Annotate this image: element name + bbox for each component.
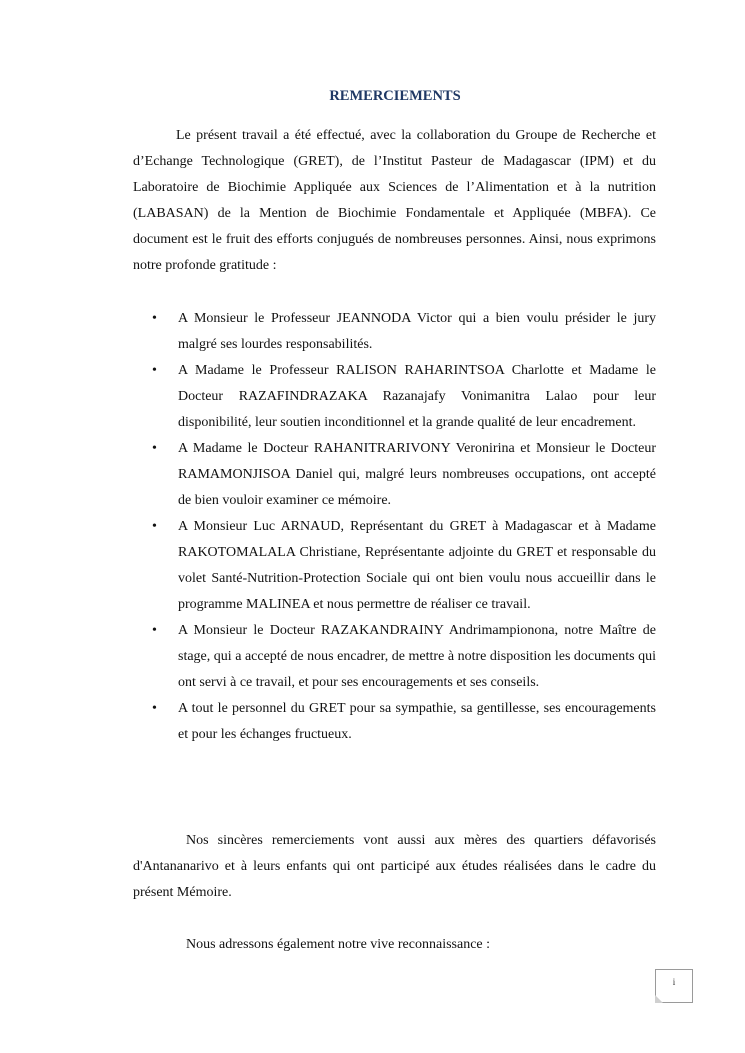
bullet-icon: • bbox=[152, 701, 157, 716]
page-number: i bbox=[655, 969, 693, 1003]
page-title: REMERCIEMENTS bbox=[329, 88, 461, 104]
final-line: Nous adressons également notre vive reconnaissance : bbox=[186, 937, 491, 952]
list-item: • A Madame le Docteur RAHANITRARIVONY Veronirina et Monsieur le Docteur RAMAMONJISOA Daniel qui, malgré leurs nombreuses occupations, ont accepté de bien vouloir examiner ce mémoire. bbox=[178, 436, 656, 514]
bullet-icon: • bbox=[152, 363, 157, 378]
bullet-icon: • bbox=[152, 441, 157, 456]
list-item: • A Madame le Professeur RALISON RAHARINTSOA Charlotte et Madame le Docteur RAZAFINDRAZAKA Razanajafy Vonimanitra Lalao pour leur disponibilité, leur soutien inconditionnel et la grande qualité de leur encadrement. bbox=[178, 358, 656, 436]
list-item: • A Monsieur le Docteur RAZAKANDRAINY Andrimampionona, notre Maître de stage, qui a accepté de nous encadrer, de mettre à notre disposition les documents qui ont servi à ce travail, et pour ses encouragements et ses conseils. bbox=[178, 618, 656, 696]
intro-paragraph: Le présent travail a été effectué, avec la collaboration du Groupe de Recherche et d’Echange Technologique (GRET), de l’Institut Pasteur de Madagascar (IPM) et du Laboratoire de Biochimie Appliquée aux Sciences de l’Alimentation et à la nutrition (LABASAN) de la Mention de Biochimie Fondamentale et Appliquée (MBFA). Ce document est le fruit des efforts conjugués de nombreuses personnes. Ainsi, nous exprimons notre profonde gratitude : bbox=[133, 128, 656, 273]
list-item: • A Monsieur le Professeur JEANNODA Victor qui a bien voulu présider le jury malgré ses lourdes responsabilités. bbox=[178, 306, 656, 358]
bullet-icon: • bbox=[152, 519, 157, 534]
bullet-icon: • bbox=[152, 311, 157, 326]
acknowledgement-list bbox=[152, 306, 656, 748]
closing-paragraph: Nos sincères remerciements vont aussi aux mères des quartiers défavorisés d'Antananarivo et à leurs enfants qui ont participé aux études réalisées dans le cadre du présent Mémoire. bbox=[133, 833, 656, 900]
list-item: • A Monsieur Luc ARNAUD, Représentant du GRET à Madagascar et à Madame RAKOTOMALALA Christiane, Représentante adjointe du GRET et responsable du volet Santé-Nutrition-Protection Sociale qui ont bien voulu nous accueillir dans le programme MALINEA et nous permettre de réaliser ce travail. bbox=[178, 514, 656, 618]
bullet-icon: • bbox=[152, 623, 157, 638]
list-item: • A tout le personnel du GRET pour sa sympathie, sa gentillesse, ses encouragements et pour les échanges fructueux. bbox=[178, 696, 656, 748]
